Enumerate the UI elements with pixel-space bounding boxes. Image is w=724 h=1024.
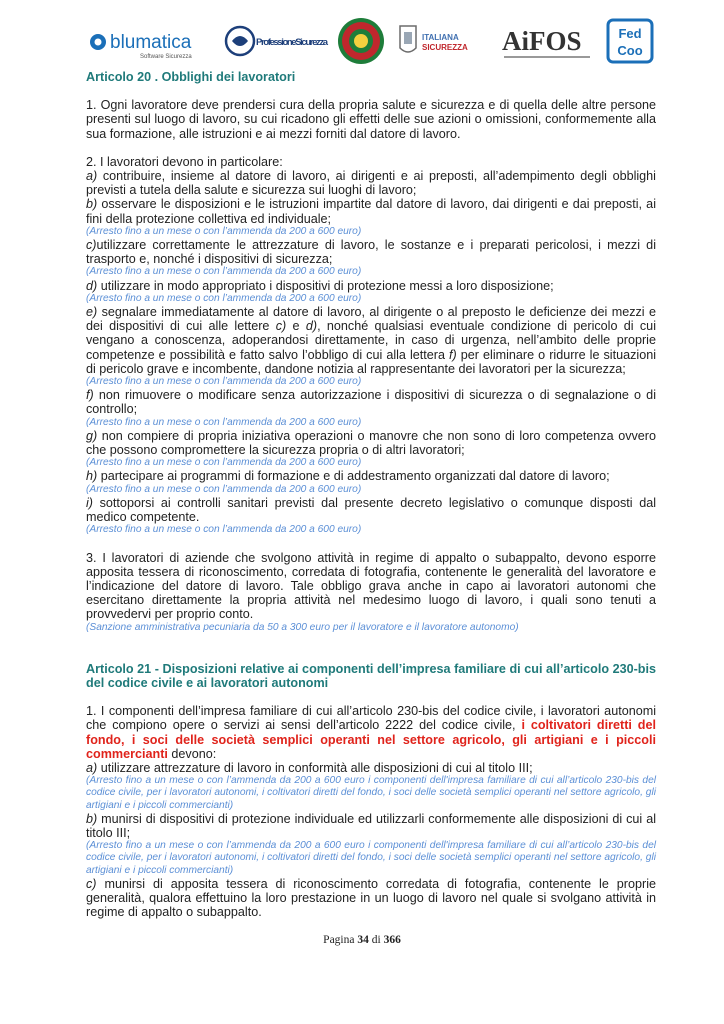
blumatica-sub: Software Sicurezza [140,54,192,60]
document-body [86,70,656,919]
seal-logo [336,16,386,66]
art21-paragraph-1: 1. I componenti dell’impresa familiare di cui all’articolo 230-bis del codice civile, i lavoratori autonomi che compiono opere o servizi ai sensi dell’articolo 2222 del codice civile, i coltivatori diretti del fondo, i soci delle società semplici operanti nel settore agricolo, gli artigiani e i piccoli commercianti devono: [86,704,656,761]
art20-note-d: (Arresto fino a un mese o con l’ammenda da 200 a 600 euro) [86,292,362,304]
art20-note-h: (Arresto fino a un mese o con l’ammenda da 200 a 600 euro) [86,483,362,495]
art20-paragraph-2: 2. I lavoratori devono in particolare: [86,154,283,169]
page-footer [0,934,724,946]
art20-note-p3: (Sanzione amministrativa pecuniaria da 50 a 300 euro per il lavoratore e il lavoratore autonomo) [86,621,519,633]
art21-item-b: b) munirsi di dispositivi di protezione individuale ed utilizzarli conformemente alle disposizioni di cui al titolo III; [86,811,656,840]
art20-item-i: i) sottoporsi ai controlli sanitari previsti dal presente decreto legislativo o comunque disposti dal medico competente. [86,495,656,525]
art20-item-c: c)utilizzare correttamente le attrezzature di lavoro, le sostanze e i preparati pericolosi, i mezzi di trasporto e, nonché i dispositivi di sicurezza; [86,238,656,267]
art21-item-c: c) munirsi di apposita tessera di riconoscimento corredata di fotografia, contenente le proprie generalità, qualora effettuino la loro prestazione in un luogo di lavoro nel quale si svolgano attività in regime di appalto o subappalto. [86,876,656,920]
art21-item-a: a) utilizzare attrezzature di lavoro in conformità alle disposizioni di cui al titolo III; [86,760,533,775]
art20-item-d: d) utilizzare in modo appropriato i dispositivi di protezione messi a loro disposizione; [86,278,554,293]
fedcoo-line1: Fed [618,26,642,41]
italiana-line1: ITALIANA [422,33,459,42]
art20-note-e: (Arresto fino a un mese o con l’ammenda da 200 a 600 euro) [86,376,362,388]
art21-note-a: (Arresto fino a un mese o con l’ammenda da 200 a 600 euro i componenti dell'impresa familiare di cui all’articolo 230-bis del codice civile, per i lavoratori autonomi, i coltivatori diretti del fondo, i soci delle società semplici operanti nel settore agricolo, gli artigiani e i piccoli commercianti) [86,775,656,811]
art20-note-b: (Arresto fino a un mese o con l’ammenda da 200 a 600 euro) [86,225,362,237]
art20-item-g: g) non compiere di propria iniziativa operazioni o manovre che non sono di loro competenza ovvero che possono compromettere la sicurezza propria o di altri lavoratori; [86,428,656,458]
art20-paragraph-3: 3. I lavoratori di aziende che svolgono attività in regime di appalto o subappalto, devono esporre apposita tessera di riconoscimento, corredata di fotografia, contenente le generalità del lavoratore e l’indicazione del datore di lavoro. Tale obbligo grava anche in capo ai lavoratori autonomi che esercitano direttamente la propria attività nel medesimo luogo di lavoro, i quali sono tenuti a provvedervi per proprio conto. [86,550,656,622]
professione-name: ProfessioneSicurezza [256,37,328,48]
article-21-title: Articolo 21 - Disposizioni relative ai componenti dell’impresa familiare di cui all’articolo 230-bis del codice civile e ai lavoratori autonomi [86,661,656,690]
total-pages: 366 [383,934,401,946]
header-logos [86,16,658,66]
art20-paragraph-1: 1. Ogni lavoratore deve prendersi cura della propria salute e sicurezza e di quella delle altre persone presenti sul luogo di lavoro, su cui ricadono gli effetti delle sue azioni o omissioni, conformemente alla sua formazione, alle istruzioni e ai mezzi forniti dal datore di lavoro. [86,98,656,141]
fedcoo-logo [604,16,658,66]
aifos-name: AiFOS [502,26,582,56]
art20-note-c: (Arresto fino a un mese o con l’ammenda da 200 a 600 euro) [86,266,362,278]
current-page: 34 [357,934,369,946]
art20-item-h: h) partecipare ai programmi di formazione e di addestramento organizzati dal datore di lavoro; [86,469,610,484]
italiana-line2: SICUREZZA [422,43,468,52]
italiana-sicurezza-logo [394,16,494,66]
art20-item-b: b) osservare le disposizioni e le istruzioni impartite dal datore di lavoro, dai dirigenti e dai preposti, ai fini della protezione collettiva ed individuale; [86,197,656,226]
art20-item-a: a) contribuire, insieme al datore di lavoro, ai dirigenti e ai preposti, all’adempimento degli obblighi previsti a tutela della salute e sicurezza sui luoghi di lavoro; [86,169,656,198]
blumatica-name: blumatica [110,32,192,53]
art21-highlight: i coltivatori diretti del fondo, i soci delle società semplici operanti nel settore agricolo, gli artigiani e i piccoli commercianti [86,718,656,761]
aifos-logo [498,16,598,66]
professione-sicurezza-logo [224,16,330,66]
art20-note-i: (Arresto fino a un mese o con l’ammenda da 200 a 600 euro) [86,524,362,536]
art20-note-g: (Arresto fino a un mese o con l’ammenda da 200 a 600 euro) [86,457,362,469]
art20-item-f: f) non rimuovere o modificare senza autorizzazione i dispositivi di sicurezza o di segnalazione o di controllo; [86,388,656,417]
footer-label: Pagina [323,934,355,946]
art21-note-b: (Arresto fino a un mese o con l’ammenda da 200 a 600 euro i componenti dell'impresa familiare di cui all’articolo 230-bis del codice civile, per i lavoratori autonomi, i coltivatori diretti del fondo, i soci delle società semplici operanti nel settore agricolo, gli artigiani e i piccoli commercianti) [86,840,656,876]
footer-of: di [371,934,381,946]
art20-note-f: (Arresto fino a un mese o con l’ammenda da 200 a 600 euro) [86,416,362,428]
art20-item-e: e) segnalare immediatamente al datore di lavoro, al dirigente o al preposto le deficienze dei mezzi e dei dispositivi di cui alle lettere c) e d), nonché qualsiasi eventuale condizione di pericolo di cui vengano a conoscenza, adoperandosi direttamente, in caso di urgenza, nell’ambito delle proprie competenze e possibilità e fatto salvo l’obbligo di cui alla lettera f) per eliminare o ridurre le situazioni di pericolo grave e incombente, dandone notizia al rappresentante dei lavoratori per la sicurezza; [86,305,656,376]
fedcoo-line2: Coo [617,43,643,58]
article-20-title: Articolo 20 . Obblighi dei lavoratori [86,70,296,84]
blumatica-logo [86,16,218,66]
